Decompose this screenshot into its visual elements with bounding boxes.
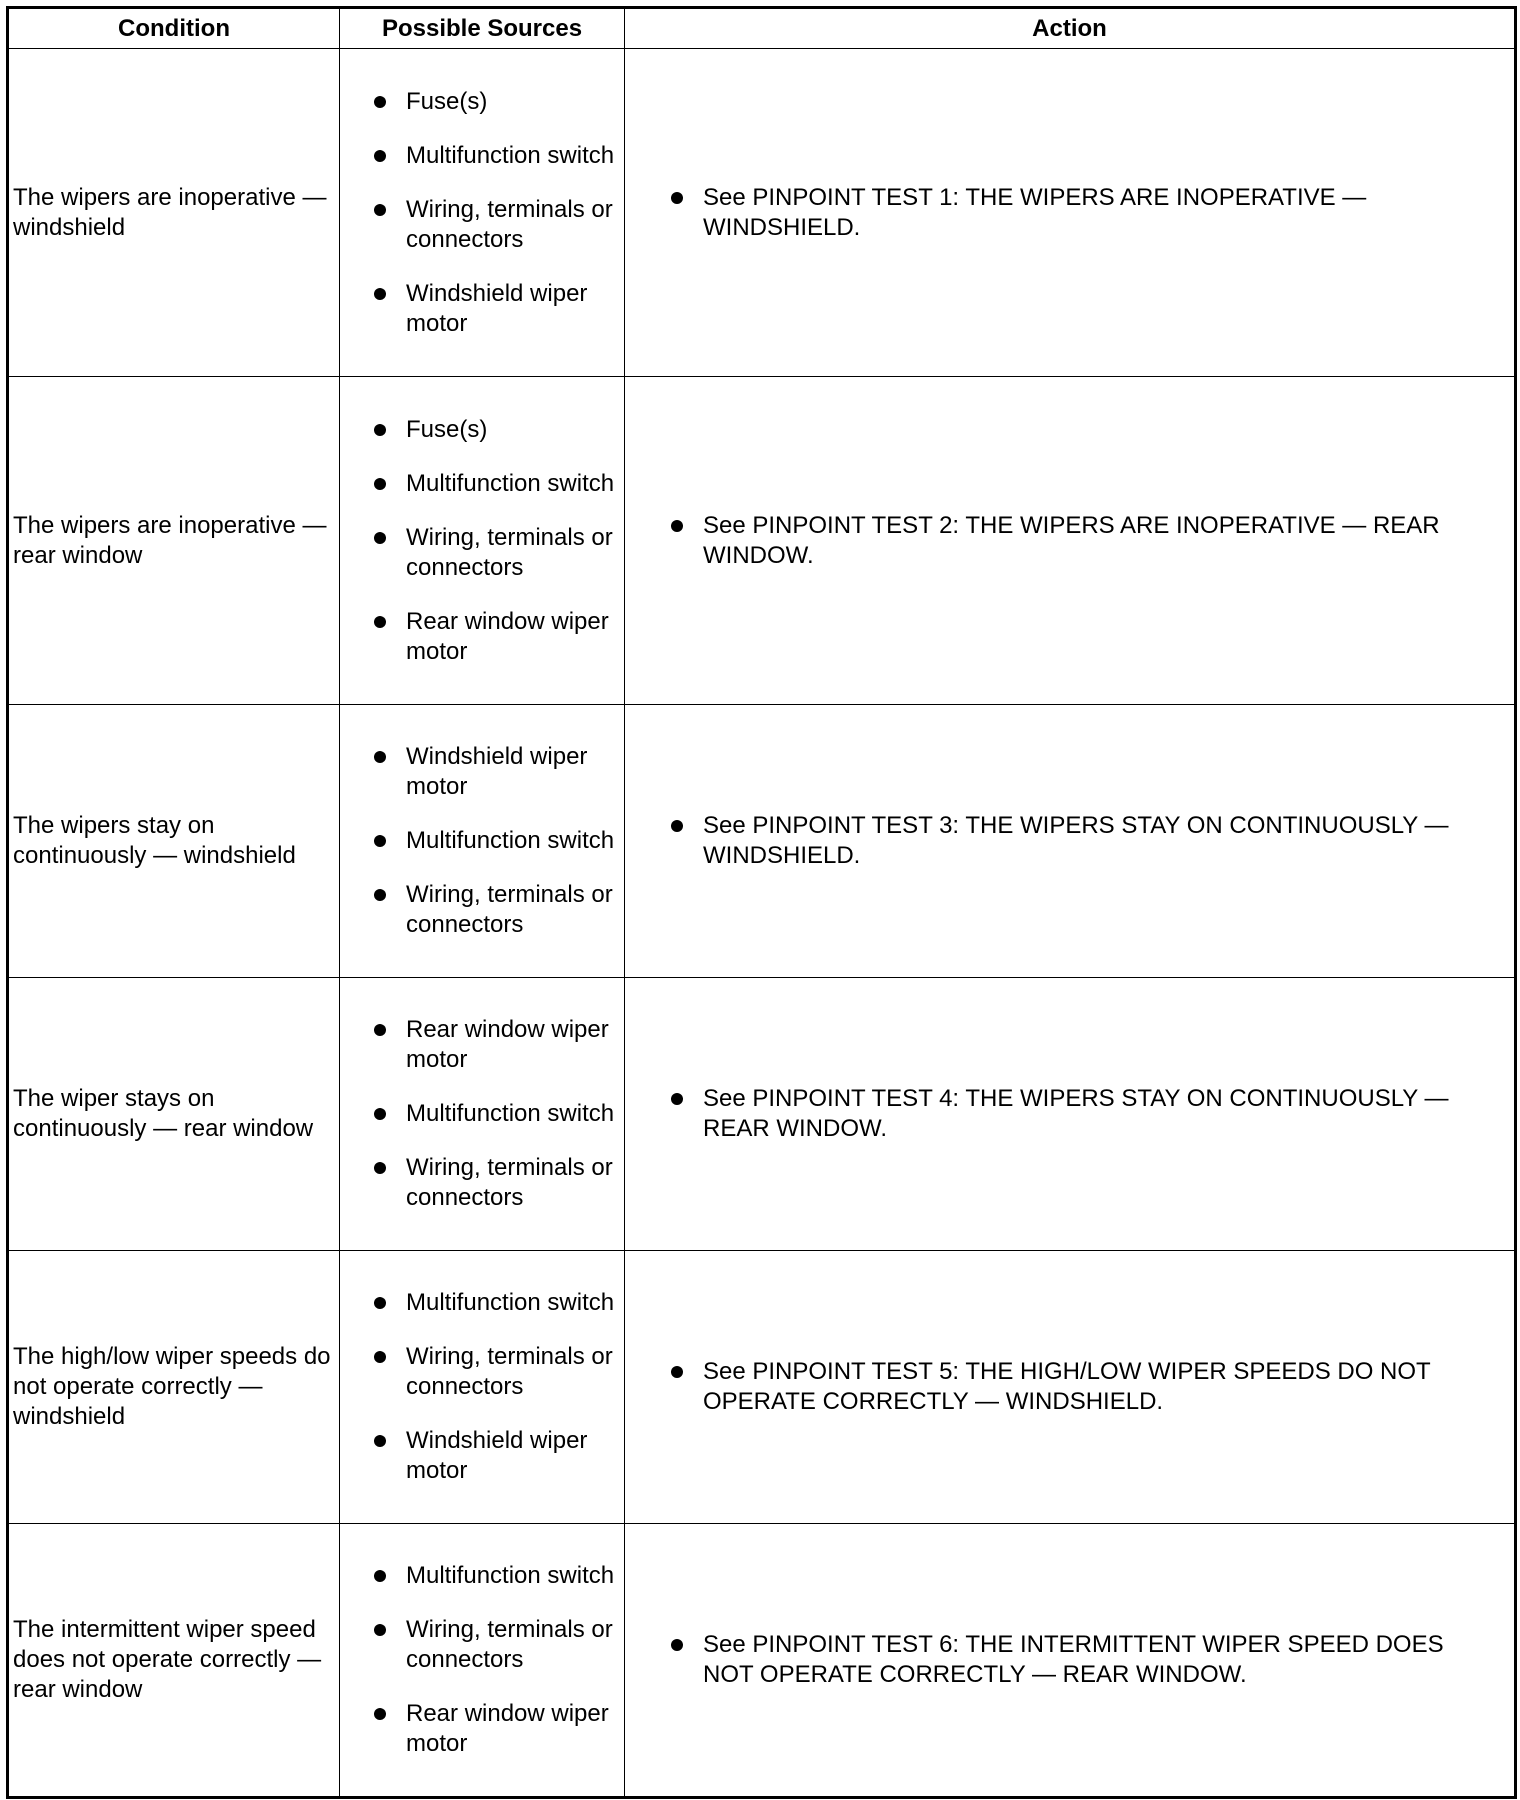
- sources-list: [374, 87, 616, 339]
- source-item: Windshield wiper motor: [374, 279, 616, 339]
- source-item: Rear window wiper motor: [374, 1015, 616, 1075]
- table-row: [8, 1524, 1516, 1798]
- action-list: [671, 511, 1494, 571]
- source-item: Multifunction switch: [374, 469, 616, 499]
- source-item: Wiring, terminals or connectors: [374, 880, 616, 940]
- table-row: [8, 705, 1516, 978]
- condition-cell: The high/low wiper speeds do not operate correctly — windshield: [8, 1251, 340, 1524]
- action-cell: [625, 49, 1516, 377]
- source-item: Rear window wiper motor: [374, 1699, 616, 1759]
- sources-list: [374, 415, 616, 667]
- action-cell: [625, 377, 1516, 705]
- diagnosis-sheet: [6, 6, 1514, 1800]
- table-row: [8, 978, 1516, 1251]
- sources-list: [374, 1288, 616, 1486]
- table-row: [8, 1251, 1516, 1524]
- header-condition: Condition: [8, 8, 340, 49]
- symptom-chart-table: [6, 6, 1517, 1799]
- action-list: [671, 1357, 1494, 1417]
- action-item: See PINPOINT TEST 4: THE WIPERS STAY ON CONTINUOUSLY — REAR WINDOW.: [671, 1084, 1494, 1144]
- source-item: Wiring, terminals or connectors: [374, 1342, 616, 1402]
- sources-list: [374, 1015, 616, 1213]
- header-action: Action: [625, 8, 1516, 49]
- sources-cell: [340, 377, 625, 705]
- action-cell: [625, 978, 1516, 1251]
- action-list: [671, 1084, 1494, 1144]
- sources-cell: [340, 1524, 625, 1798]
- action-list: [671, 183, 1494, 243]
- action-cell: [625, 1524, 1516, 1798]
- source-item: Multifunction switch: [374, 1099, 616, 1129]
- sources-list: [374, 742, 616, 940]
- action-list: [671, 811, 1494, 871]
- source-item: Multifunction switch: [374, 826, 616, 856]
- condition-cell: The wiper stays on continuously — rear window: [8, 978, 340, 1251]
- source-item: Wiring, terminals or connectors: [374, 1615, 616, 1675]
- sources-cell: [340, 705, 625, 978]
- action-item: See PINPOINT TEST 3: THE WIPERS STAY ON CONTINUOUSLY — WINDSHIELD.: [671, 811, 1494, 871]
- action-item: See PINPOINT TEST 5: THE HIGH/LOW WIPER SPEEDS DO NOT OPERATE CORRECTLY — WINDSHIELD.: [671, 1357, 1494, 1417]
- source-item: Multifunction switch: [374, 141, 616, 171]
- action-item: See PINPOINT TEST 1: THE WIPERS ARE INOPERATIVE — WINDSHIELD.: [671, 183, 1494, 243]
- header-row: [8, 8, 1516, 49]
- sources-cell: [340, 978, 625, 1251]
- source-item: Wiring, terminals or connectors: [374, 195, 616, 255]
- action-cell: [625, 705, 1516, 978]
- action-item: See PINPOINT TEST 6: THE INTERMITTENT WIPER SPEED DOES NOT OPERATE CORRECTLY — REAR WINDOW.: [671, 1630, 1494, 1690]
- source-item: Wiring, terminals or connectors: [374, 523, 616, 583]
- source-item: Wiring, terminals or connectors: [374, 1153, 616, 1213]
- table-row: [8, 377, 1516, 705]
- condition-cell: The wipers stay on continuously — windshield: [8, 705, 340, 978]
- sources-list: [374, 1561, 616, 1759]
- source-item: Fuse(s): [374, 87, 616, 117]
- action-item: See PINPOINT TEST 2: THE WIPERS ARE INOPERATIVE — REAR WINDOW.: [671, 511, 1494, 571]
- table-row: [8, 49, 1516, 377]
- source-item: Multifunction switch: [374, 1288, 616, 1318]
- action-list: [671, 1630, 1494, 1690]
- sources-cell: [340, 49, 625, 377]
- source-item: Windshield wiper motor: [374, 742, 616, 802]
- header-possible-sources: Possible Sources: [340, 8, 625, 49]
- source-item: Windshield wiper motor: [374, 1426, 616, 1486]
- action-cell: [625, 1251, 1516, 1524]
- condition-cell: The wipers are inoperative — rear window: [8, 377, 340, 705]
- source-item: Fuse(s): [374, 415, 616, 445]
- condition-cell: The wipers are inoperative — windshield: [8, 49, 340, 377]
- source-item: Multifunction switch: [374, 1561, 616, 1591]
- condition-cell: The intermittent wiper speed does not operate correctly — rear window: [8, 1524, 340, 1798]
- source-item: Rear window wiper motor: [374, 607, 616, 667]
- sources-cell: [340, 1251, 625, 1524]
